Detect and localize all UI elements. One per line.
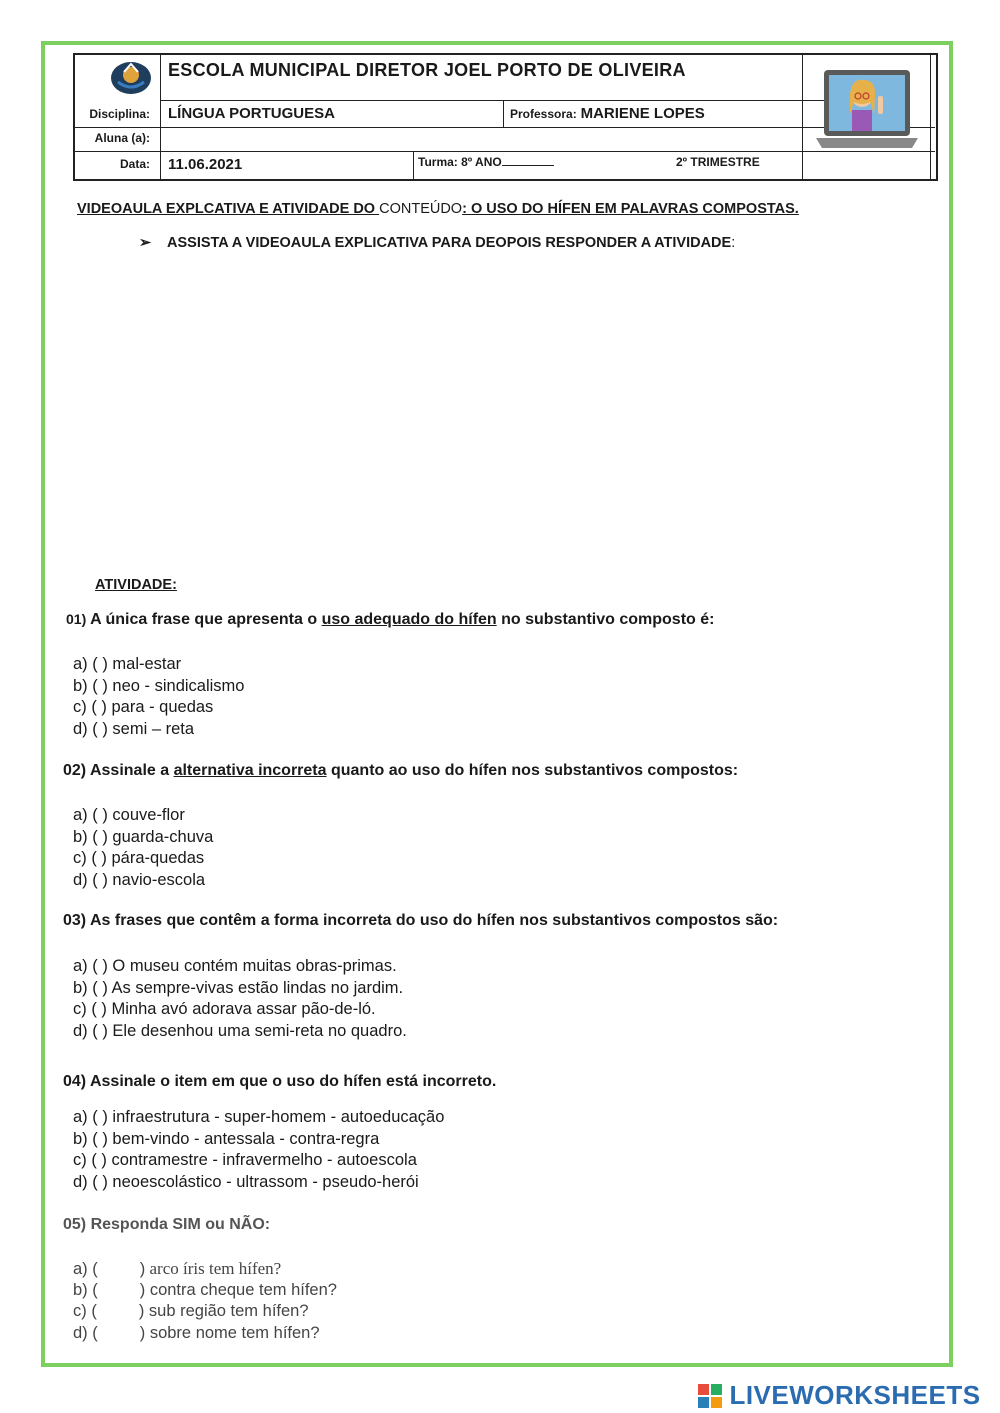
title-part-2: CONTEÚDO: [379, 201, 463, 217]
q5-c-close: ): [138, 1302, 145, 1320]
q4-option-a[interactable]: a) ( ) infraestrutura - super-homem - autoeducação: [73, 1108, 445, 1126]
q5-option-b: [73, 1280, 337, 1302]
q1-option-b[interactable]: b) ( ) neo - sindicalismo: [73, 676, 245, 695]
q5-d-prefix: d) (: [73, 1323, 98, 1342]
q5-a-text: arco íris tem hífen?: [145, 1259, 282, 1278]
data-value: 11.06.2021: [168, 156, 243, 173]
q3-option-a[interactable]: a) ( ) O museu contém muitas obras-primas.: [73, 957, 397, 975]
turma-field: [418, 155, 554, 169]
q3-option-b[interactable]: b) ( ) As sempre-vivas estão lindas no jardim.: [73, 978, 404, 997]
arrow-bullet-icon: ➢: [139, 235, 152, 251]
professora-field: [510, 105, 705, 122]
q4-option-c[interactable]: c) ( ) contramestre - infravermelho - autoescola: [73, 1151, 417, 1169]
q1-underlined: uso adequado do hífen: [321, 611, 497, 628]
activity-heading: ATIVIDADE:: [95, 577, 177, 593]
school-name: ESCOLA MUNICIPAL DIRETOR JOEL PORTO DE OLIVEIRA: [168, 60, 686, 80]
q5-d-close: ): [139, 1323, 146, 1342]
q2-text-after: quanto ao uso do hífen nos substantivos compostos:: [326, 762, 739, 779]
q5-b-close: ): [139, 1280, 146, 1299]
q2-underlined: alternativa incorreta: [173, 762, 327, 779]
q5-option-c: [73, 1301, 337, 1323]
q5-c-text: sub região tem hífen?: [144, 1302, 309, 1320]
title-part-1: VIDEOAULA EXPLCATIVA E ATIVIDADE DO: [77, 201, 380, 217]
q1-number: 01): [66, 611, 87, 627]
trimestre: 2º TRIMESTRE: [676, 155, 760, 169]
q5-options: [73, 1258, 337, 1344]
q1-option-a[interactable]: a) ( ) mal-estar: [73, 655, 182, 673]
liveworksheets-logo[interactable]: [698, 1380, 981, 1408]
lesson-title: [77, 201, 799, 217]
aluna-label: Aluna (a):: [94, 131, 150, 145]
turma-label: Turma: 8º ANO: [418, 155, 502, 169]
q1-text-before: A única frase que apresenta o: [86, 611, 322, 628]
question-3: 03) As frases que contêm a forma incorreta do uso do hífen nos substantivos compostos são:: [63, 912, 779, 929]
q5-c-prefix: c) (: [73, 1302, 97, 1320]
q5-d-text: sobre nome tem hífen?: [145, 1323, 320, 1342]
question-4: 04) Assinale o item em que o uso do hífen está incorreto.: [63, 1073, 497, 1090]
q2-text-before: 02) Assinale a: [63, 762, 174, 779]
q3-options: [73, 956, 407, 1042]
q3-option-c[interactable]: c) ( ) Minha avó adorava assar pão-de-ló.: [73, 1000, 376, 1018]
q5-b-text: contra cheque tem hífen?: [145, 1280, 337, 1299]
q4-option-b[interactable]: b) ( ) bem-vindo - antessala - contra-regra: [73, 1129, 380, 1148]
q2-options: [73, 805, 213, 891]
liveworksheets-badge-icon: [698, 1384, 722, 1408]
q2-option-a[interactable]: a) ( ) couve-flor: [73, 806, 185, 824]
q2-option-d[interactable]: d) ( ) navio-escola: [73, 870, 206, 889]
q5-a-prefix: a) (: [73, 1260, 98, 1278]
q5-b-prefix: b) (: [73, 1280, 98, 1299]
q4-options: [73, 1107, 444, 1193]
school-logo-icon: [106, 58, 156, 98]
teacher-laptop-icon: [812, 62, 922, 162]
professora-value: MARIENE LOPES: [580, 105, 705, 122]
q4-option-d[interactable]: d) ( ) neoescolástico - ultrassom - pseudo-herói: [73, 1172, 419, 1191]
q2-option-b[interactable]: b) ( ) guarda-chuva: [73, 827, 214, 846]
q3-option-d[interactable]: d) ( ) Ele desenhou uma semi-reta no quadro.: [73, 1021, 407, 1040]
q2-option-c[interactable]: c) ( ) pára-quedas: [73, 849, 205, 867]
instruction-colon: :: [731, 235, 736, 251]
q5-a-close: ): [139, 1260, 146, 1278]
q1-option-c[interactable]: c) ( ) para - quedas: [73, 698, 214, 716]
question-1: [66, 611, 714, 629]
disciplina-value: LÍNGUA PORTUGUESA: [168, 105, 335, 122]
q5-option-d: [73, 1323, 337, 1345]
q1-options: [73, 654, 244, 740]
liveworksheets-brand: LIVEWORKSHEETS: [729, 1380, 981, 1410]
question-5: 05) Responda SIM ou NÃO:: [63, 1216, 271, 1233]
instruction-text: ASSISTA A VIDEOAULA EXPLICATIVA PARA DEOPOIS RESPONDER A ATIVIDADE: [167, 235, 732, 251]
disciplina-label: Disciplina:: [89, 107, 150, 121]
q1-text-after: no substantivo composto é:: [496, 611, 715, 628]
data-label: Data:: [119, 157, 150, 171]
title-part-3: : O USO DO HÍFEN EM PALAVRAS COMPOSTAS.: [462, 201, 799, 217]
instruction: [139, 235, 735, 251]
q1-option-d[interactable]: d) ( ) semi – reta: [73, 719, 195, 738]
professora-label: Professora:: [510, 107, 577, 121]
q5-option-a: [73, 1258, 337, 1280]
question-2: [63, 762, 738, 780]
